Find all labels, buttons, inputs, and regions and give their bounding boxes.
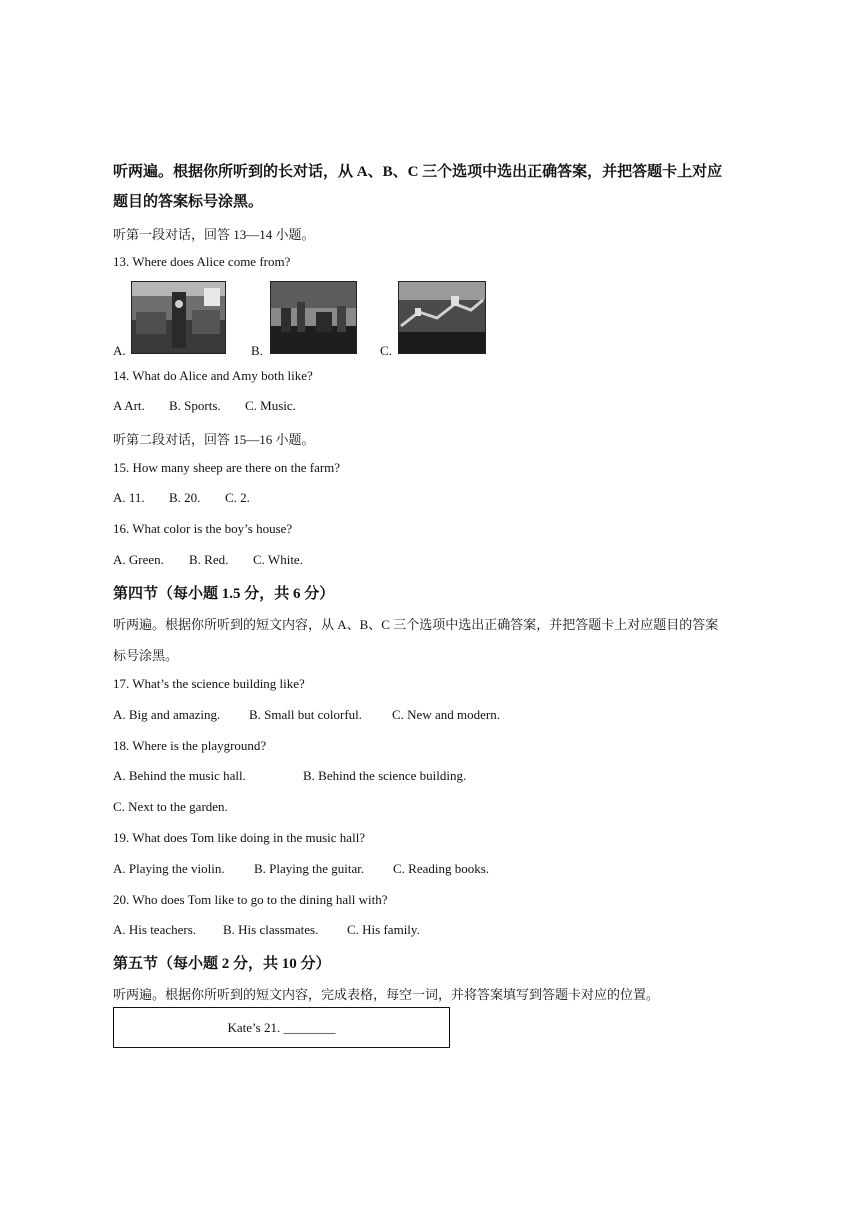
q18-option-c: C. Next to the garden. [113, 799, 228, 814]
table-header-cell: Kate’s 21. ________ [227, 1020, 336, 1035]
dialog1-intro: 听第一段对话，回答 13—14 小题。 [113, 227, 315, 242]
question-18: 18. Where is the playground? [113, 738, 267, 753]
q18-option-b: B. Behind the science building. [303, 768, 467, 783]
q15-option-a: A. 11. [113, 490, 145, 505]
section3-instruction-line1: 听两遍。根据你所听到的长对话，从 A、B、C 三个选项中选出正确答案，并把答题卡上对应 [113, 164, 723, 180]
q16-option-c: C. White. [253, 552, 303, 567]
section4-instruction-line2: 标号涂黑。 [113, 648, 179, 663]
q14-option-b: B. Sports. [169, 398, 221, 413]
q15-option-b: B. 20. [169, 490, 201, 505]
question-20: 20. Who does Tom like to go to the dining hall with? [113, 892, 388, 907]
q13-option-b-label: B. [251, 343, 263, 358]
city-skyline-picture [270, 281, 357, 354]
q15-option-c: C. 2. [225, 490, 250, 505]
great-wall-picture [398, 281, 486, 354]
q19-option-c: C. Reading books. [393, 861, 490, 876]
q17-option-b: B. Small but colorful. [249, 707, 363, 722]
q20-option-a: A. His teachers. [113, 922, 197, 937]
section5-instruction: 听两遍。根据你所听到的短文内容，完成表格，每空一词，并将答案填写到答题卡对应的位置。 [113, 987, 660, 1002]
section4-title: 第四节（每小题 1.5 分，共 6 分） [113, 586, 335, 602]
question-15: 15. How many sheep are there on the farm? [113, 460, 341, 475]
answer-table [113, 1007, 450, 1048]
q18-option-a: A. Behind the music hall. [113, 768, 246, 783]
question-17: 17. What’s the science building like? [113, 676, 305, 691]
q16-option-a: A. Green. [113, 552, 164, 567]
q20-option-c: C. His family. [347, 922, 420, 937]
section5-title: 第五节（每小题 2 分，共 10 分） [113, 956, 331, 972]
q14-option-c: C. Music. [245, 398, 296, 413]
section3-instruction-line2: 题目的答案标号涂黑。 [113, 194, 264, 210]
q20-option-b: B. His classmates. [223, 922, 319, 937]
q19-option-a: A. Playing the violin. [113, 861, 225, 876]
question-16: 16. What color is the boy’s house? [113, 521, 293, 536]
q16-option-b: B. Red. [189, 552, 229, 567]
q17-option-c: C. New and modern. [392, 707, 500, 722]
section4-instruction-line1: 听两遍。根据你所听到的短文内容，从 A、B、C 三个选项中选出正确答案，并把答题卡上对应题目的答案 [113, 617, 719, 632]
q19-option-b: B. Playing the guitar. [254, 861, 365, 876]
dialog2-intro: 听第二段对话，回答 15—16 小题。 [113, 432, 315, 447]
question-19: 19. What does Tom like doing in the music hall? [113, 830, 366, 845]
q13-option-c-label: C. [380, 343, 392, 358]
q14-option-a: A Art. [113, 398, 145, 413]
q17-option-a: A. Big and amazing. [113, 707, 221, 722]
question-14: 14. What do Alice and Amy both like? [113, 368, 313, 383]
question-13: 13. Where does Alice come from? [113, 254, 291, 269]
clock-tower-picture [131, 281, 226, 354]
q13-option-a-label: A. [113, 343, 126, 358]
